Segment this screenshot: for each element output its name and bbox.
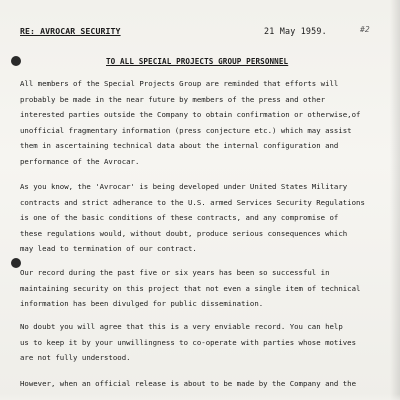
memo-date: 21 May 1959. <box>264 26 327 36</box>
page-bottom-fade <box>0 394 400 400</box>
punch-hole-top <box>11 56 21 66</box>
page-number-annotation: #2 <box>360 25 370 34</box>
memo-heading: TO ALL SPECIAL PROJECTS GROUP PERSONNEL <box>106 57 289 66</box>
memo-paragraph-3: Our record during the past five or six years has been so successful in maintaining security on this project that not even a single item of technical information has been divulged for public dissemination. <box>20 268 361 309</box>
memo-paragraph-2: As you know, the 'Avrocar' is being developed under United States Military contracts and strict adherance to the U.S. armed Services Security Regulations is one of the basic conditions of these contracts, and any compromise of these regulations would, without doubt, produce serious consequences which may lead to termination of our contract. <box>20 182 365 254</box>
memo-paragraph-1: All members of the Special Projects Group are reminded that efforts will probably be made in the near future by members of the press and other interested parties outside the Company to obtain confirmation or otherwise,of unofficial fragmentary information (press conjecture etc.) which may assist them in ascertaining technical data about the internal configuration and performance of the Avrocar. <box>20 79 361 166</box>
memo-paragraph-4: No doubt you will agree that this is a very enviable record. You can help us to keep it by your unwillingness to co-operate with parties whose motives are not fully understood. <box>20 322 357 363</box>
memo-subject: RE: AVROCAR SECURITY <box>20 26 121 36</box>
memo-paragraph-5: However, when an official release is about to be made by the Company and the <box>20 379 357 388</box>
